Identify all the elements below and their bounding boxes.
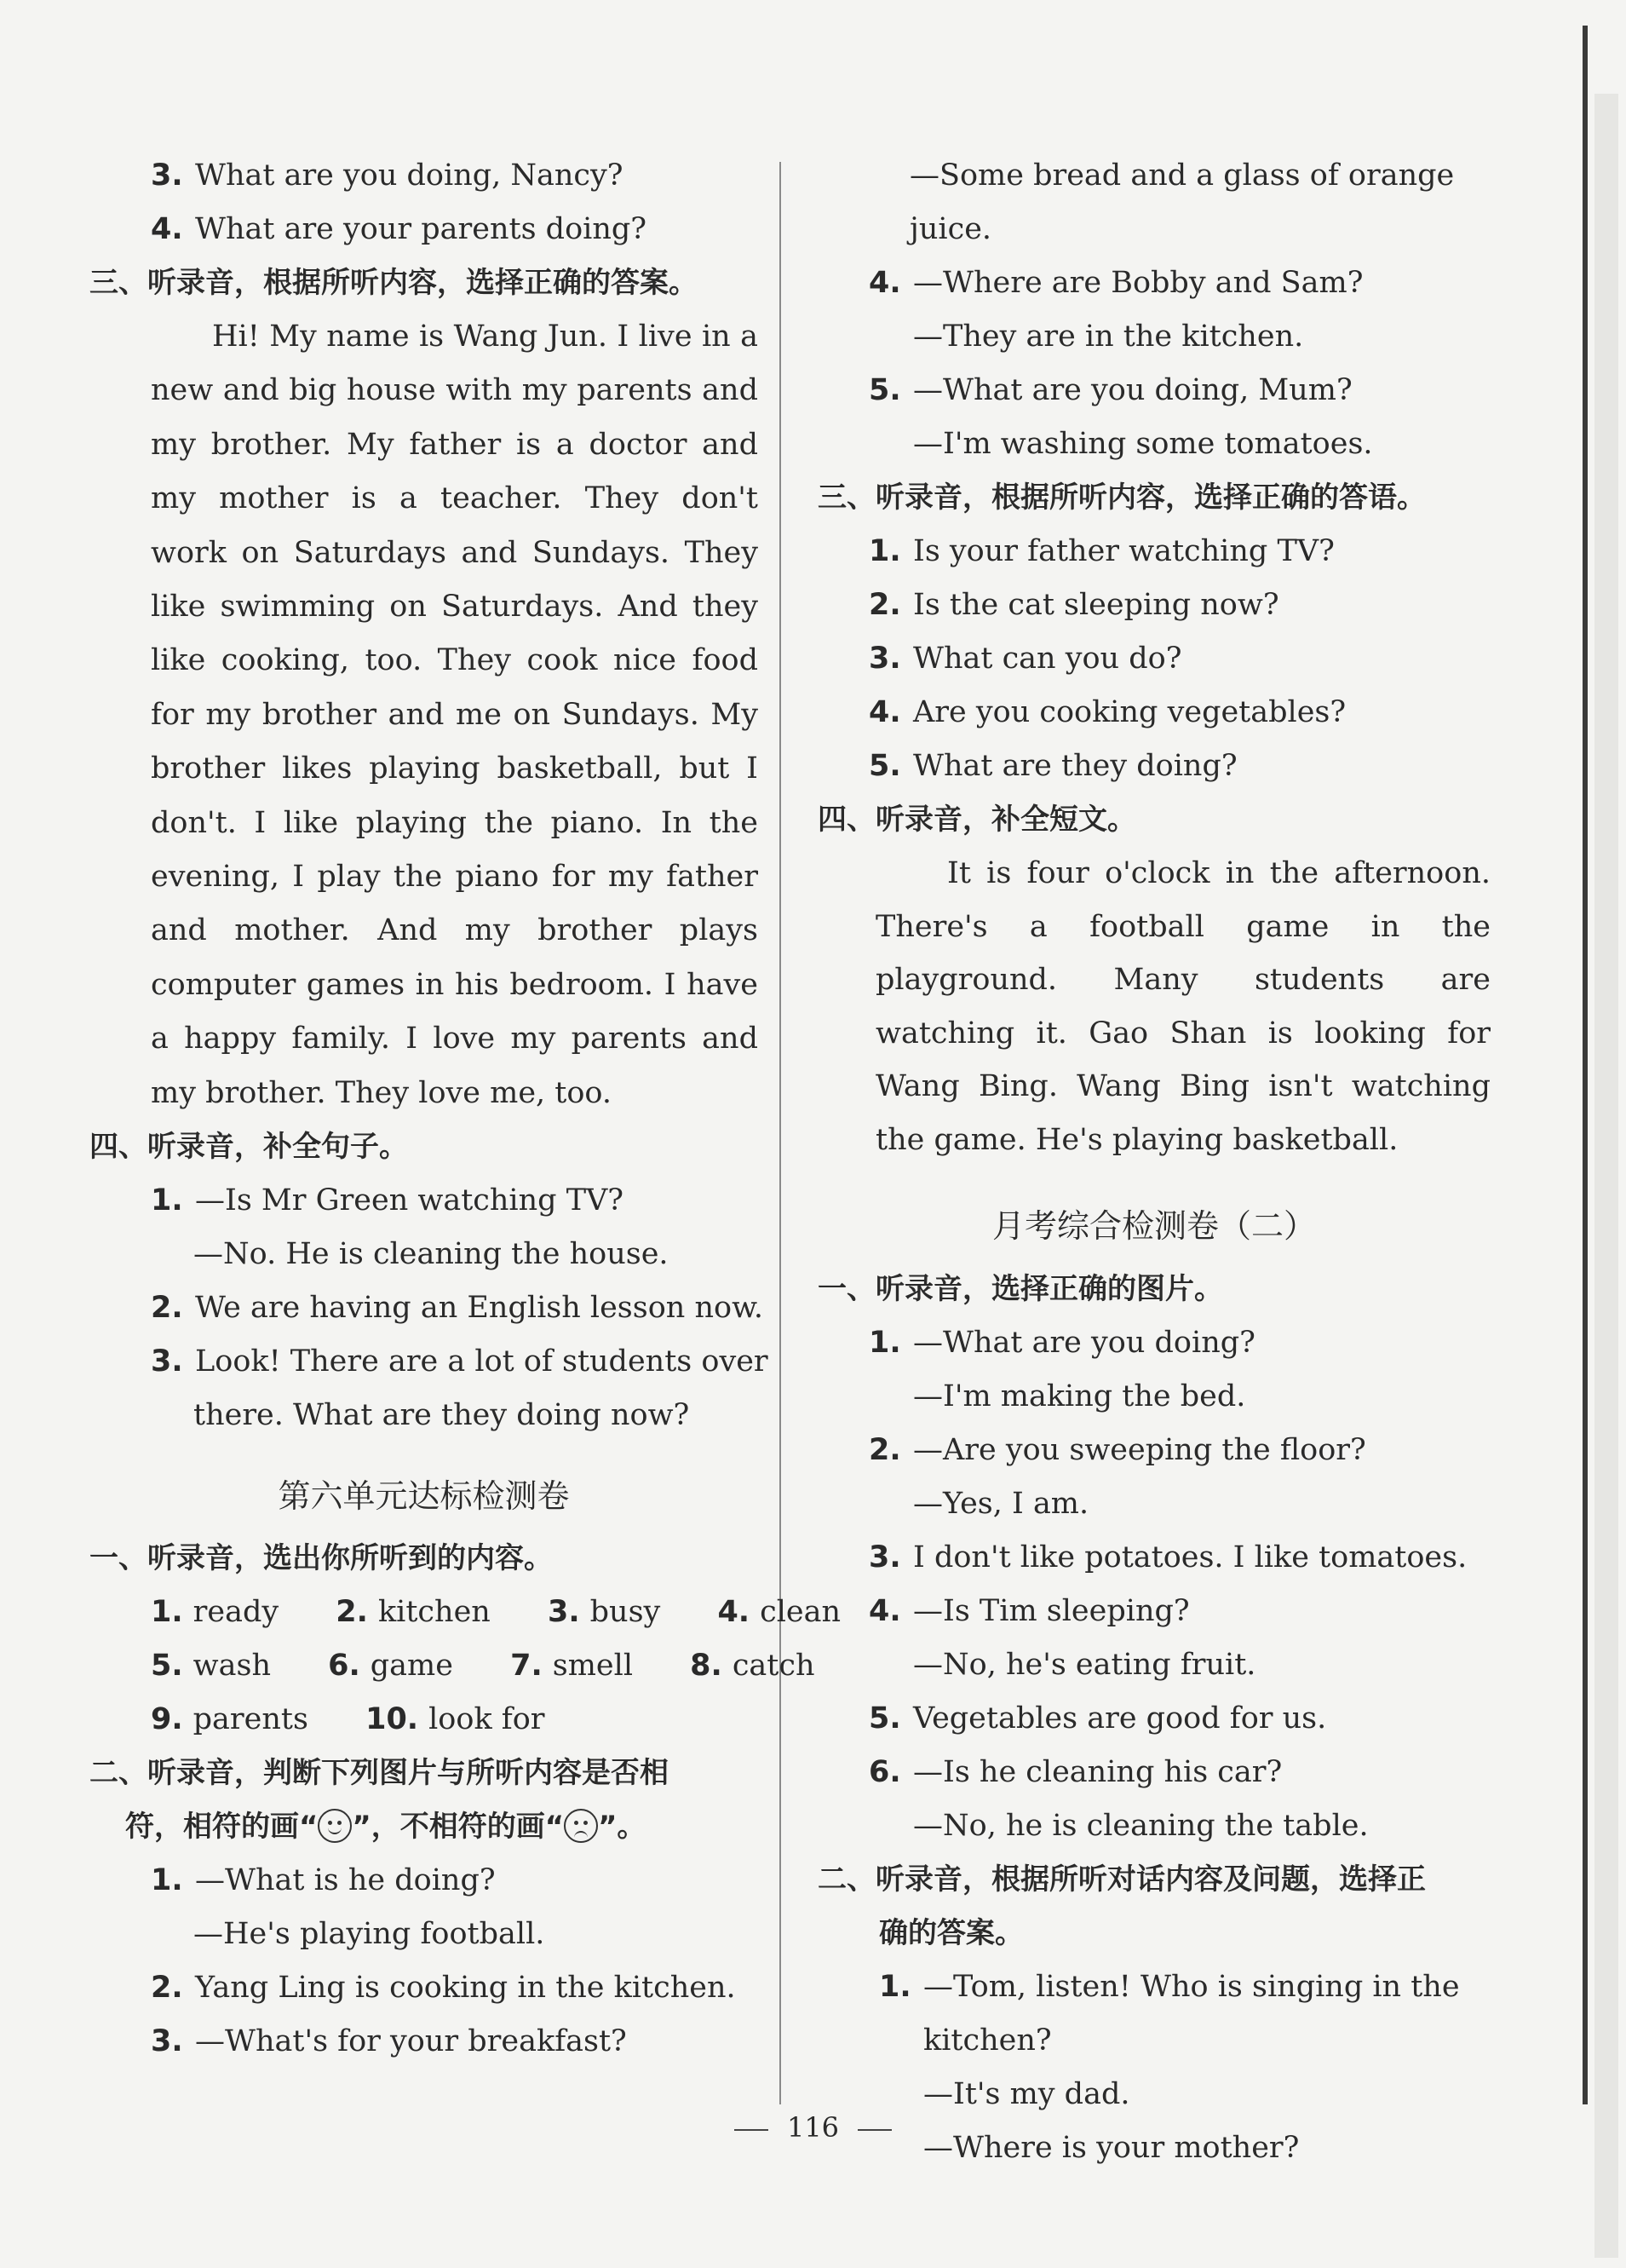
- list-item: [818, 1531, 1491, 1585]
- item-number: 2.: [869, 588, 901, 622]
- section-heading: 一、听录音，选择正确的图片。: [818, 1271, 1223, 1306]
- word-row: [89, 1693, 758, 1747]
- word-item: [365, 1693, 568, 1747]
- item-text: What are you doing, Nancy?: [195, 158, 623, 193]
- list-item: [818, 740, 1491, 793]
- list-item: [818, 686, 1491, 740]
- sad-face-icon: [564, 1809, 598, 1843]
- list-item: [818, 1746, 1491, 1799]
- list-item: [818, 525, 1491, 579]
- item-number: 5.: [869, 1701, 901, 1736]
- word-item: [151, 1639, 295, 1693]
- passage: [818, 847, 1491, 1167]
- item-number: 9.: [151, 1702, 183, 1737]
- item-number: 1.: [869, 1325, 901, 1360]
- item-continuation: —Some bread and a glass of orange: [910, 158, 1455, 193]
- item-continuation: —They are in the kitchen.: [913, 319, 1304, 354]
- page-number-text: 116: [786, 2111, 840, 2144]
- item-text: We are having an English lesson now.: [195, 1291, 763, 1326]
- item-text: —Tom, listen! Who is singing in the: [923, 1969, 1460, 2004]
- item-number: 10.: [365, 1702, 419, 1737]
- section-heading: 三、听录音，根据所听内容，选择正确的答语。: [818, 481, 1426, 515]
- item-text: —What are you doing, Mum?: [913, 373, 1353, 407]
- item-number: 3.: [547, 1595, 580, 1630]
- right-column: [818, 149, 1491, 2175]
- item-number: 3.: [151, 158, 183, 193]
- item-text: What are your parents doing?: [195, 212, 647, 246]
- word: clean: [760, 1595, 842, 1630]
- word-row: [89, 1639, 815, 1693]
- heading-text: ”，不相符的画“: [352, 1810, 565, 1845]
- item-text: Vegetables are good for us.: [913, 1701, 1327, 1736]
- list-item: [89, 1335, 768, 1389]
- list-item: [818, 256, 1491, 310]
- word: ready: [192, 1595, 279, 1630]
- item-number: 3.: [151, 2024, 183, 2059]
- item-text: —Where are Bobby and Sam?: [913, 266, 1364, 300]
- item-number: 5.: [869, 373, 901, 407]
- list-item: [89, 1961, 758, 2015]
- unit-title: 第六单元达标检测卷: [278, 1477, 570, 1516]
- item-number: 4.: [151, 212, 183, 246]
- item-text: I don't like potatoes. I like tomatoes.: [913, 1540, 1468, 1574]
- list-item: [818, 364, 1491, 417]
- item-number: 2.: [869, 1432, 901, 1467]
- item-number: 5.: [151, 1649, 183, 1684]
- item-text: Look! There are a lot of students over: [195, 1344, 768, 1379]
- dash-right: [858, 2129, 892, 2131]
- item-number: 3.: [151, 1344, 183, 1379]
- item-text: Is the cat sleeping now?: [913, 588, 1279, 622]
- page-number: [0, 2111, 1626, 2144]
- word: parents: [192, 1702, 308, 1737]
- item-continuation: —Where is your mother?: [923, 2130, 1300, 2165]
- item-continuation: —I'm washing some tomatoes.: [913, 427, 1373, 461]
- item-text: Are you cooking vegetables?: [913, 695, 1347, 729]
- item-number: 4.: [869, 266, 901, 300]
- list-item: [89, 203, 758, 256]
- section-heading-cont: [89, 1800, 758, 1854]
- item-number: 1.: [151, 1183, 183, 1218]
- item-number: 2.: [151, 1291, 183, 1326]
- word-item: [328, 1639, 477, 1693]
- item-number: 2.: [151, 1971, 183, 2006]
- list-item: [818, 1585, 1491, 1638]
- passage-text: Hi! My name is Wang Jun. I live in a new and big house with my parents and my brother. My father is a doctor and my mother is a teacher. They don't work on Saturdays and Sundays. They like swimming on Saturdays. And they like cooking, too. They cook nice food for my brother and me on Sundays. My brother likes playing basketball, but I don't. I like playing the piano. In the evening, I play the piano for my father and mother. And my brother plays computer games in his bedroom. I have a happy family. I love my parents and my brother. They love me, too.: [151, 319, 758, 1110]
- left-column: [89, 149, 842, 2069]
- word-item: [151, 1693, 332, 1747]
- dash-left: [734, 2129, 768, 2131]
- item-number: 6.: [328, 1649, 360, 1684]
- passage: [89, 310, 758, 1120]
- item-continuation: there. What are they doing now?: [193, 1398, 690, 1433]
- word-item: [548, 1586, 684, 1639]
- section-heading: 三、听录音，根据所听内容，选择正确的答案。: [89, 266, 698, 300]
- item-number: 4.: [869, 695, 901, 729]
- section-heading: 四、听录音，补全短文。: [818, 803, 1136, 837]
- heading-text: ”。: [598, 1810, 646, 1845]
- item-continuation: —He's playing football.: [193, 1917, 545, 1952]
- list-item: [89, 2015, 758, 2069]
- item-text: —Is Mr Green watching TV?: [195, 1183, 624, 1218]
- item-text: —Is Tim sleeping?: [913, 1593, 1190, 1628]
- list-item: [818, 1960, 1491, 2014]
- item-continuation: —No, he's eating fruit.: [913, 1647, 1256, 1682]
- item-number: 1.: [151, 1595, 183, 1630]
- list-item: [818, 579, 1491, 632]
- item-number: 7.: [510, 1649, 543, 1684]
- word-row: [89, 1586, 842, 1639]
- item-continuation: juice.: [910, 212, 992, 246]
- binding-edge: [1583, 26, 1600, 2104]
- word: wash: [192, 1649, 271, 1684]
- item-text: What are they doing?: [913, 749, 1238, 783]
- word-item: [336, 1586, 514, 1639]
- item-number: 4.: [869, 1593, 901, 1628]
- word-item: [510, 1639, 657, 1693]
- item-continuation: —No. He is cleaning the house.: [193, 1237, 669, 1272]
- heading-text: 符，相符的画“: [125, 1810, 319, 1845]
- list-item: [89, 149, 758, 203]
- word-item: [690, 1639, 838, 1693]
- list-item: [818, 1692, 1491, 1746]
- section-heading: 一、听录音，选出你所听到的内容。: [89, 1541, 553, 1576]
- word: kitchen: [377, 1595, 491, 1630]
- item-text: —What's for your breakfast?: [195, 2024, 627, 2059]
- section-heading: 二、听录音，判断下列图片与所听内容是否相: [89, 1756, 669, 1791]
- item-number: 4.: [717, 1595, 750, 1630]
- item-text: Is your father watching TV?: [913, 534, 1335, 568]
- item-number: 2.: [336, 1595, 368, 1630]
- list-item: [89, 1854, 758, 1908]
- item-number: 8.: [690, 1649, 722, 1684]
- item-number: 1.: [879, 1969, 911, 2004]
- item-continuation: —I'm making the bed.: [913, 1379, 1246, 1413]
- list-item: [89, 1281, 763, 1335]
- item-number: 3.: [869, 1540, 901, 1574]
- item-text: Yang Ling is cooking in the kitchen.: [195, 1971, 736, 2006]
- list-item: [89, 1174, 758, 1228]
- column-divider: [779, 162, 781, 2104]
- word: busy: [589, 1595, 661, 1630]
- word: catch: [732, 1649, 815, 1684]
- item-continuation: —Yes, I am.: [913, 1486, 1089, 1521]
- item-number: 3.: [869, 642, 901, 676]
- smiley-face-icon: [318, 1809, 352, 1843]
- item-text: —Is he cleaning his car?: [913, 1754, 1283, 1789]
- section-heading-cont: 确的答案。: [879, 1915, 1024, 1950]
- list-item: [818, 632, 1491, 686]
- section-heading: 二、听录音，根据所听对话内容及问题，选择正: [818, 1862, 1426, 1897]
- exam-title: 月考综合检测卷（二）: [991, 1206, 1316, 1245]
- word: look for: [428, 1702, 545, 1737]
- word: game: [370, 1649, 453, 1684]
- item-text: What can you do?: [913, 642, 1182, 676]
- item-text: —What is he doing?: [195, 1863, 496, 1898]
- item-number: 6.: [869, 1754, 901, 1789]
- list-item: [818, 1424, 1491, 1477]
- item-number: 1.: [869, 534, 901, 568]
- passage-text: It is four o'clock in the afternoon. There's a football game in the playground. Many students are watching it. Gao Shan is looking for Wang Bing. Wang Bing isn't watching the game. He's playing basketball.: [876, 856, 1491, 1157]
- item-text: —What are you doing?: [913, 1325, 1255, 1360]
- item-continuation: —It's my dad.: [923, 2076, 1130, 2111]
- list-item: [818, 1316, 1491, 1370]
- item-number: 5.: [869, 749, 901, 783]
- item-number: 1.: [151, 1863, 183, 1898]
- item-continuation: —No, he is cleaning the table.: [913, 1808, 1369, 1843]
- item-continuation: kitchen?: [923, 2023, 1052, 2058]
- word: smell: [552, 1649, 634, 1684]
- section-heading: 四、听录音，补全句子。: [89, 1130, 408, 1165]
- item-text: —Are you sweeping the floor?: [913, 1432, 1366, 1467]
- word-item: [151, 1586, 302, 1639]
